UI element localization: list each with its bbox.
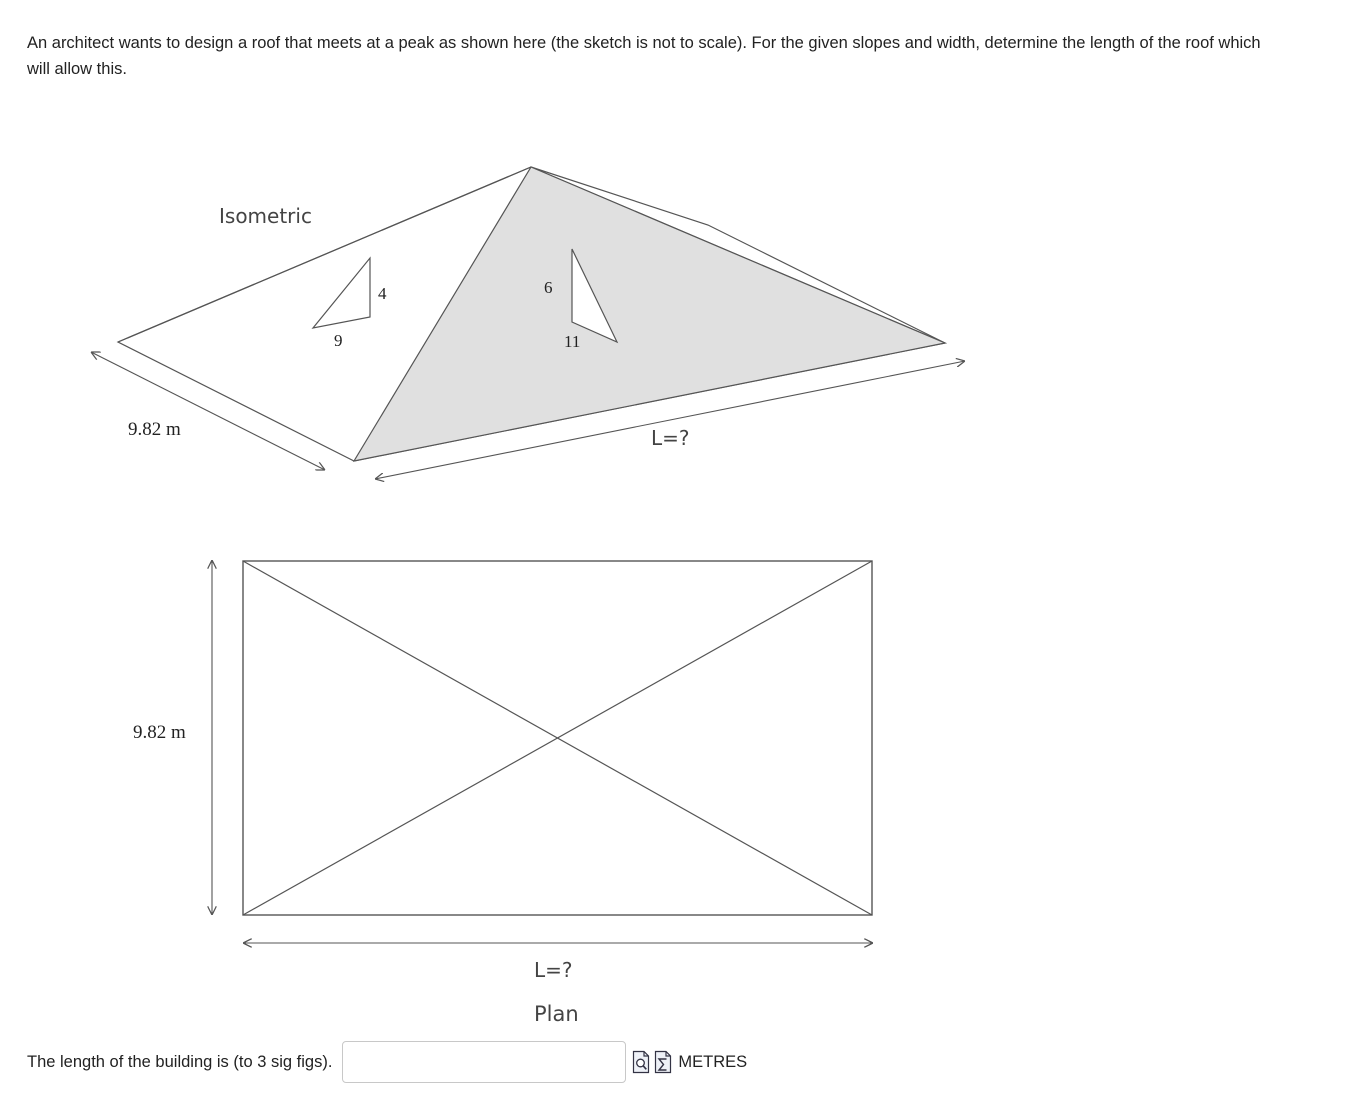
slope-front-rise: 6 <box>544 278 553 297</box>
slope-left-rise: 4 <box>378 284 387 303</box>
plan-title: Plan <box>534 1002 579 1026</box>
isometric-view <box>91 167 965 479</box>
plan-length-label: L=? <box>534 958 573 982</box>
isometric-title: Isometric <box>219 204 312 228</box>
isometric-width-label: 9.82 m <box>128 419 181 440</box>
answer-row <box>27 1040 747 1084</box>
slope-front-run: 11 <box>564 332 581 351</box>
slope-left-run: 9 <box>334 331 343 350</box>
isometric-length-label: L=? <box>651 426 690 450</box>
answer-input[interactable] <box>342 1041 626 1083</box>
equation-editor-icon[interactable] <box>654 1050 672 1074</box>
preview-icon[interactable] <box>632 1050 650 1074</box>
answer-prompt: The length of the building is (to 3 sig figs). <box>27 1052 333 1071</box>
plan-view <box>133 560 873 1026</box>
units-label: METRES <box>678 1052 748 1071</box>
plan-width-label: 9.82 m <box>133 722 186 743</box>
question-text: An architect wants to design a roof that meets at a peak as shown here (the sketch is not to scale). For the given slopes and width, determine the length of the roof which will allow this. <box>27 34 1261 78</box>
